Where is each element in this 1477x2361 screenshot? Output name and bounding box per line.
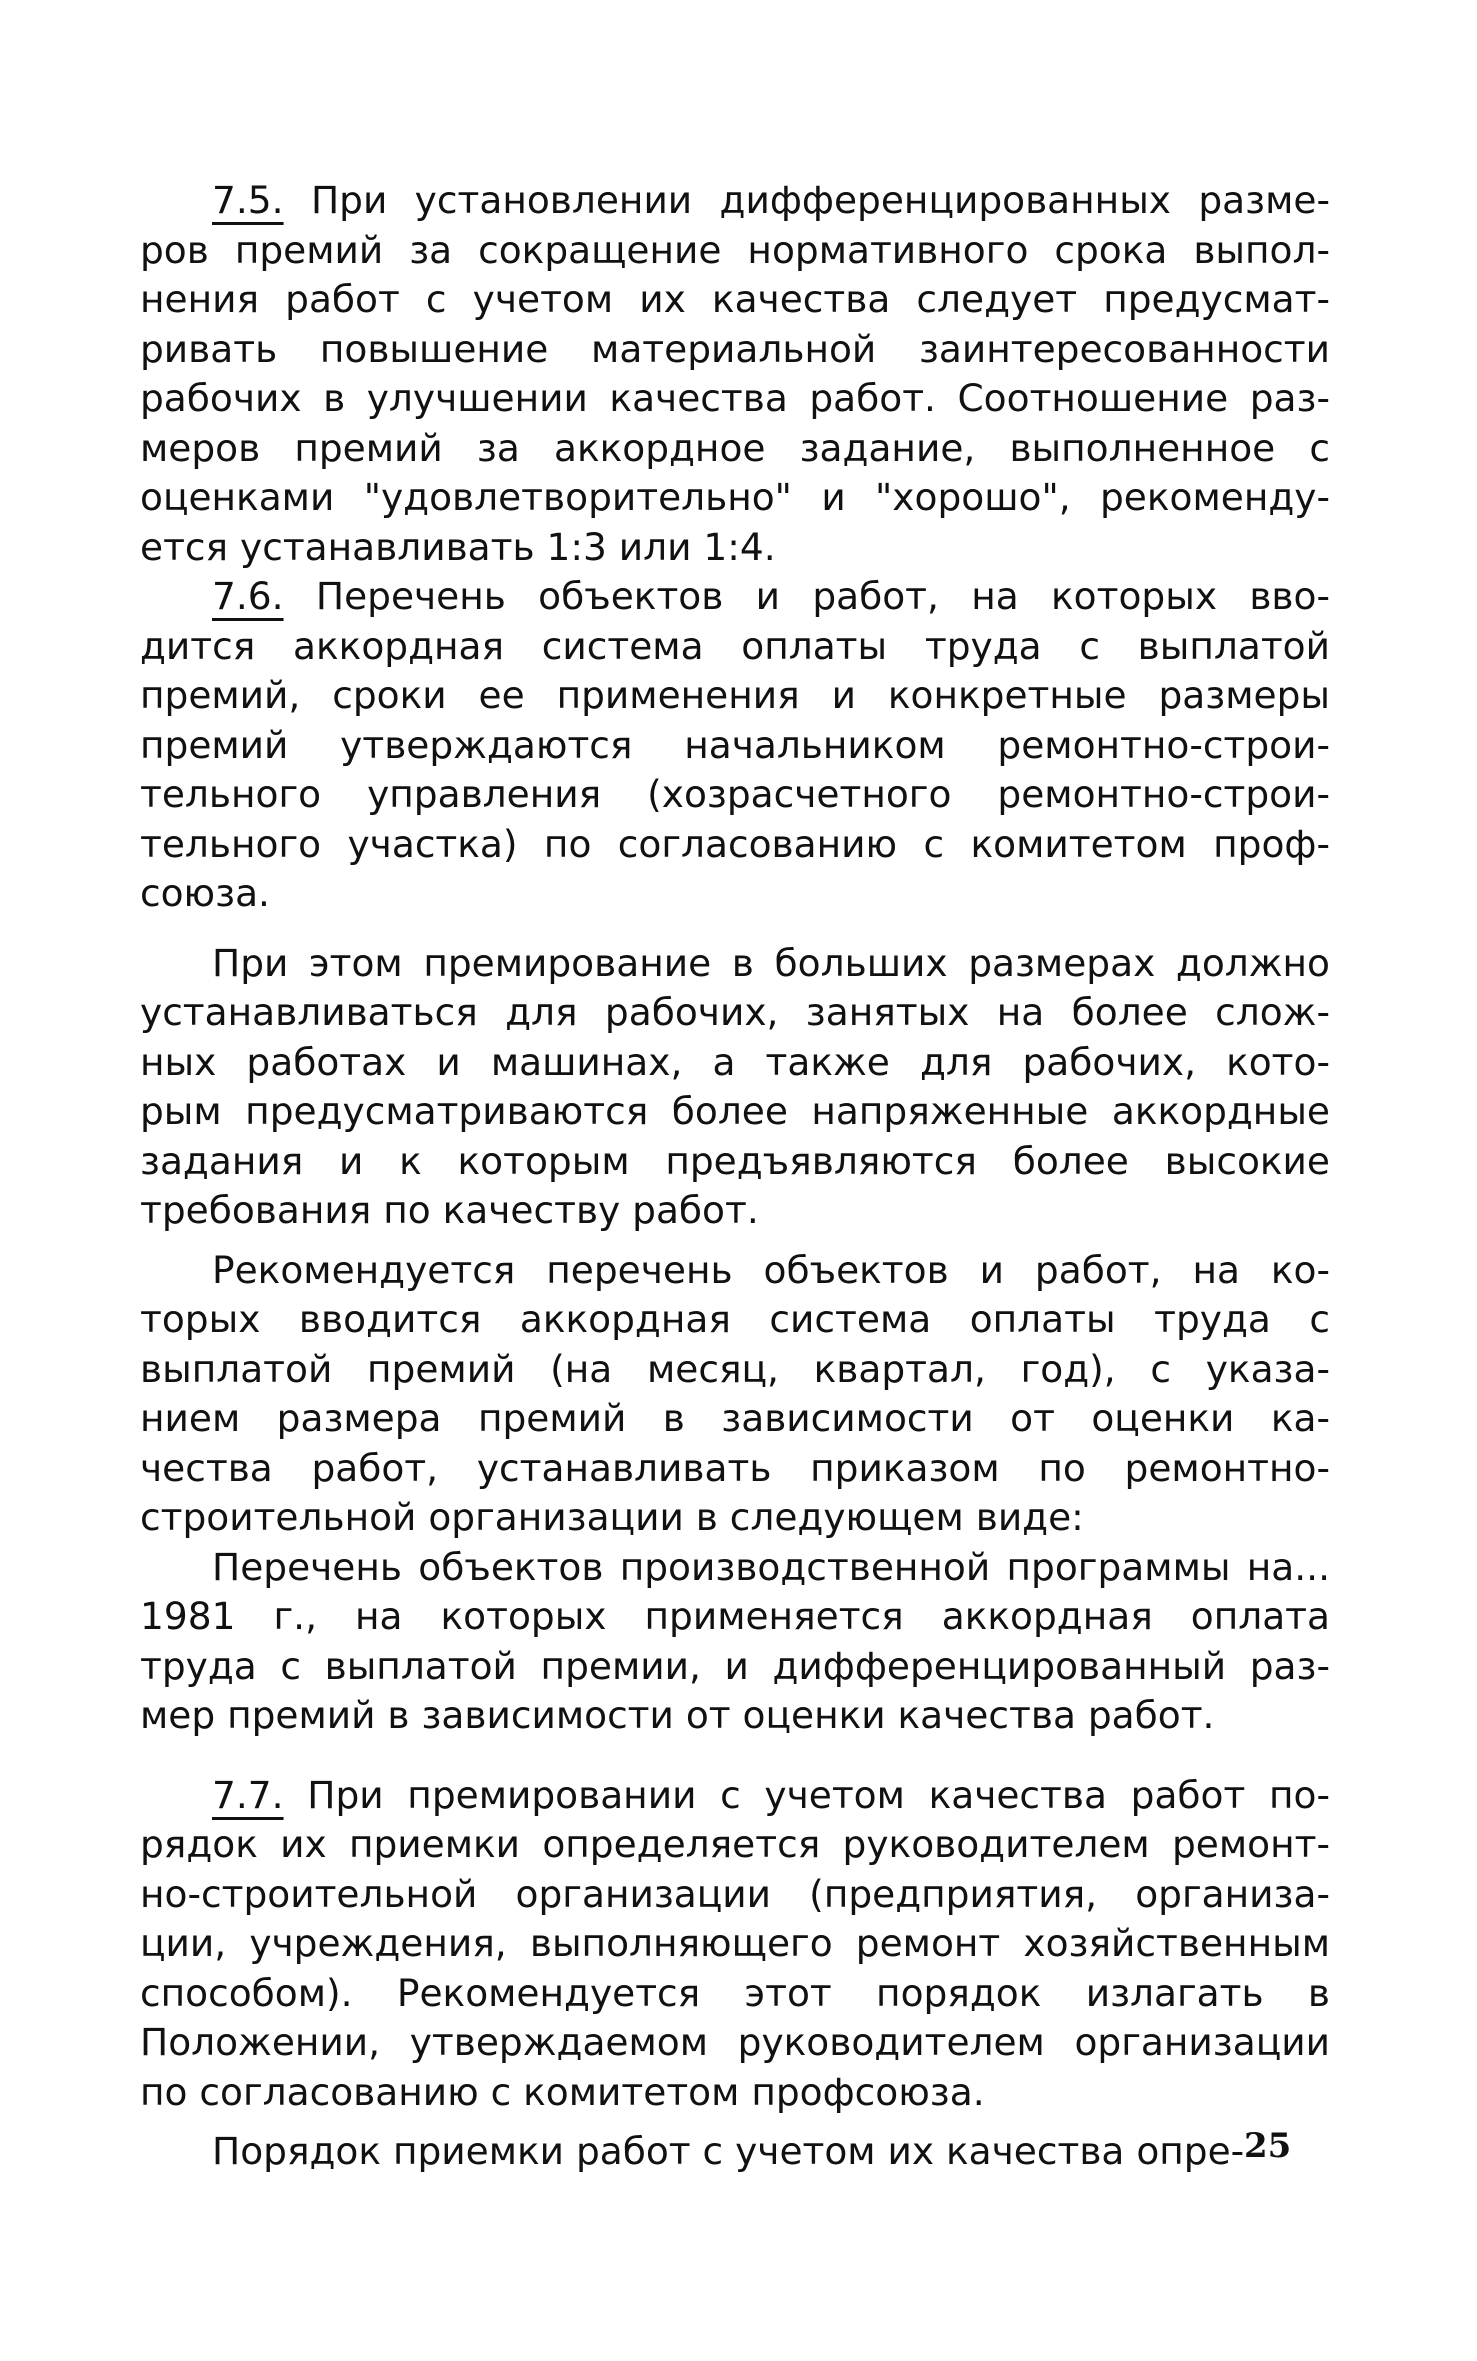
text-line: рядок их приемки определяется руководителем ремонт- xyxy=(140,1822,1330,1866)
text-line: по согласованию с комитетом профсоюза. xyxy=(140,2069,985,2114)
text-line: премий утверждаются начальником ремонтно-строи- xyxy=(140,722,1330,767)
text-line: устанавливаться для рабочих, занятых на более слож- xyxy=(140,990,1330,1034)
section-7-5 xyxy=(140,176,1330,572)
text-line: ции, учреждения, выполняющего ремонт хозяйственным xyxy=(140,1921,1330,1965)
text-line: нения работ с учетом их качества следует предусмат- xyxy=(140,277,1330,321)
paragraph xyxy=(140,1543,1330,1741)
text-line: ных работах и машинах, а также для рабочих, кото- xyxy=(140,1039,1330,1084)
text-line: тельного управления (хозрасчетного ремонтно-строи- xyxy=(140,772,1330,816)
section-number: 7.5. xyxy=(212,178,284,222)
text-line: способом). Рекомендуется этот порядок излагать в xyxy=(140,1970,1330,2015)
text-line: Порядок приемки работ с учетом их качества опре- xyxy=(212,2129,1245,2173)
text-line: выплатой премий (на месяц, квартал, год), с указа- xyxy=(140,1346,1330,1391)
paragraph xyxy=(140,2127,1330,2177)
text-line: труда с выплатой премии, и дифференцированный раз- xyxy=(140,1643,1330,1688)
text-line: рабочих в улучшении качества работ. Соотношение раз- xyxy=(140,376,1330,420)
text-line: но-строительной организации (предприятия, организа- xyxy=(140,1871,1330,1916)
text-line: дится аккордная система оплаты труда с выплатой xyxy=(140,623,1330,668)
document-page xyxy=(140,176,1330,2177)
text-line: При этом премирование в больших размерах должно xyxy=(212,940,1330,985)
section-7-6 xyxy=(140,572,1330,1741)
text-line: строительной организации в следующем виде: xyxy=(140,1495,1084,1539)
text-line: требования по качеству работ. xyxy=(140,1188,759,1232)
text-line: ется устанавливать 1:3 или 1:4. xyxy=(140,524,776,569)
section-number: 7.6. xyxy=(212,574,284,618)
text-line: нием размера премий в зависимости от оценки ка- xyxy=(140,1396,1330,1440)
text-line: Положении, утверждаемом руководителем организации xyxy=(140,2020,1330,2064)
section-7-7 xyxy=(140,1771,1330,2177)
text-line: 7.5. При установлении дифференцированных разме- xyxy=(212,178,1330,222)
text-line: Перечень объектов производственной программы на... xyxy=(212,1544,1330,1589)
text-line: премий, сроки ее применения и конкретные размеры xyxy=(140,673,1330,717)
text-line: тельного участка) по согласованию с комитетом проф- xyxy=(140,821,1330,866)
text-line: рым предусматриваются более напряженные аккордные xyxy=(140,1089,1330,1133)
text-line: Рекомендуется перечень объектов и работ, на ко- xyxy=(212,1247,1330,1292)
section-number: 7.7. xyxy=(212,1772,284,1817)
text-line: меров премий за аккордное задание, выполненное с xyxy=(140,425,1330,470)
text-line: мер премий в зависимости от оценки качества работ. xyxy=(140,1693,1215,1737)
text-line: 7.6. Перечень объектов и работ, на которых вво- xyxy=(212,574,1330,618)
text-line: оценками "удовлетворительно" и "хорошо", рекоменду- xyxy=(140,475,1330,519)
text-line: задания и к которым предъявляются более высокие xyxy=(140,1138,1330,1183)
text-line: 1981 г., на которых применяется аккордная оплата xyxy=(140,1594,1330,1638)
text-line: ров премий за сокращение нормативного срока выпол- xyxy=(140,227,1330,272)
page-number: 25 xyxy=(1244,2126,1292,2166)
text-line: торых вводится аккордная система оплаты труда с xyxy=(140,1297,1330,1341)
paragraph xyxy=(140,1246,1330,1543)
text-line: чества работ, устанавливать приказом по ремонтно- xyxy=(140,1445,1330,1490)
text-line: 7.7. При премировании с учетом качества работ по- xyxy=(212,1772,1331,1817)
text-line: ривать повышение материальной заинтересованности xyxy=(140,326,1330,371)
paragraph xyxy=(140,939,1330,1236)
text-line: союза. xyxy=(140,871,270,915)
